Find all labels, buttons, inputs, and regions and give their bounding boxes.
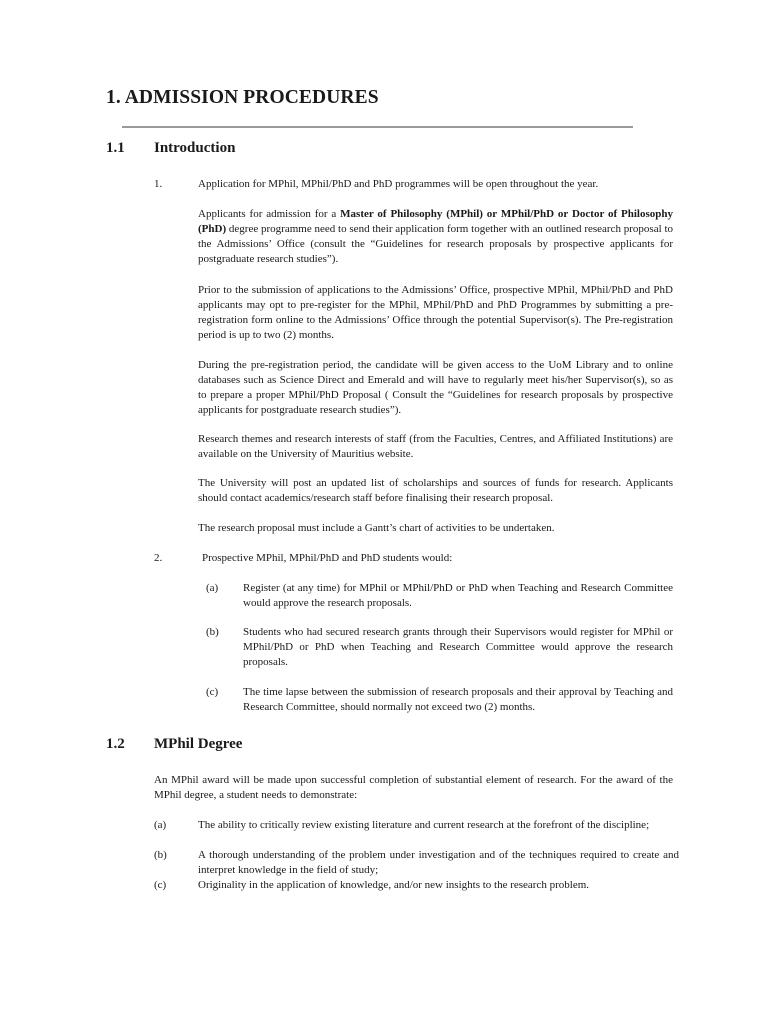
page-title: 1. ADMISSION PROCEDURES	[106, 87, 379, 108]
title-divider	[122, 126, 633, 128]
paragraph-programmes-open: Application for MPhil, MPhil/PhD and PhD programmes will be open throughout the year.	[198, 178, 599, 190]
criteria-text-c: Originality in the application of knowledge, and/or new insights to the research problem.	[198, 879, 590, 891]
sub-item-label-a: (a)	[206, 582, 219, 594]
paragraph-mphil-award: An MPhil award will be made upon successful completion of substantial element of research. For the award of the MPhil degree, a student needs to demonstrate:	[154, 774, 673, 801]
paragraph-gantt-chart: The research proposal must include a Gantt’s chart of activities to be undertaken.	[198, 522, 555, 534]
section-title-mphil: MPhil Degree	[154, 736, 243, 752]
paragraph-scholarships: The University will post an updated list of scholarships and sources of funds for research. Applicants should contact academics/research staff before finalising their research proposal.	[198, 477, 673, 504]
sub-item-text-c: The time lapse between the submission of research proposals and their approval by Teaching and Research Committee, should normally not exceed two (2) months.	[243, 686, 673, 713]
paragraph-text: degree programme need to send their application form together with an outlined research proposal to the Admissions’ Office (consult the “Guidelines for research proposals by prospective applicants for postgraduate research studies”).	[198, 223, 673, 265]
sub-item-text-a: Register (at any time) for MPhil or MPhil/PhD or PhD when Teaching and Research Committee would approve the research proposals.	[243, 582, 673, 609]
paragraph-pre-registration-period: During the pre-registration period, the candidate will be given access to the UoM Library and to online databases such as Science Direct and Emerald and will have to regularly meet his/her Supervisor(s), so as to prepare a proper MPhil/PhD Proposal ( Consult the “Guidelines for research proposals by prospective applicants for postgraduate research studies”).	[198, 359, 673, 416]
criteria-text-a: The ability to critically review existing literature and current research at the forefront of the discipline;	[198, 819, 650, 831]
degree-names-bold: Master of Philosophy (MPhil) or MPhil/PhD or Doctor of Philosophy (PhD)	[198, 208, 673, 235]
sub-item-label-c: (c)	[206, 686, 219, 698]
sub-item-text-b: Students who had secured research grants through their Supervisors would register for MPhil or MPhil/PhD or PhD when Teaching and Research Committee would approve the research proposals.	[243, 626, 673, 668]
list-number-1: 1.	[154, 178, 163, 190]
sub-item-label-b: (b)	[206, 626, 219, 638]
paragraph-text: Applicants for admission for a	[198, 208, 341, 220]
criteria-label-c: (c)	[154, 879, 167, 891]
list-number-2: 2.	[154, 552, 163, 564]
paragraph-application-requirements	[198, 207, 673, 267]
paragraph-students-would: Prospective MPhil, MPhil/PhD and PhD students would:	[202, 552, 453, 564]
criteria-label-b: (b)	[154, 849, 167, 861]
criteria-text-b: A thorough understanding of the problem under investigation and of the techniques required to create and interpret knowledge in the field of study;	[198, 849, 679, 876]
paragraph-research-themes: Research themes and research interests of staff (from the Faculties, Centres, and Affiliated Institutions) are available on the University of Mauritius website.	[198, 433, 673, 460]
criteria-label-a: (a)	[154, 819, 167, 831]
paragraph-pre-registration: Prior to the submission of applications to the Admissions’ Office, prospective MPhil, MPhil/PhD and PhD applicants may opt to pre-register for the MPhil, MPhil/PhD and PhD Programmes by submitting a pre-registration form online to the Admissions’ Office through the potential Supervisor(s). The Pre-registration period is up to two (2) months.	[198, 284, 673, 341]
section-number-intro: 1.1	[106, 140, 125, 156]
section-title-intro: Introduction	[154, 140, 236, 156]
section-number-mphil: 1.2	[106, 736, 125, 752]
